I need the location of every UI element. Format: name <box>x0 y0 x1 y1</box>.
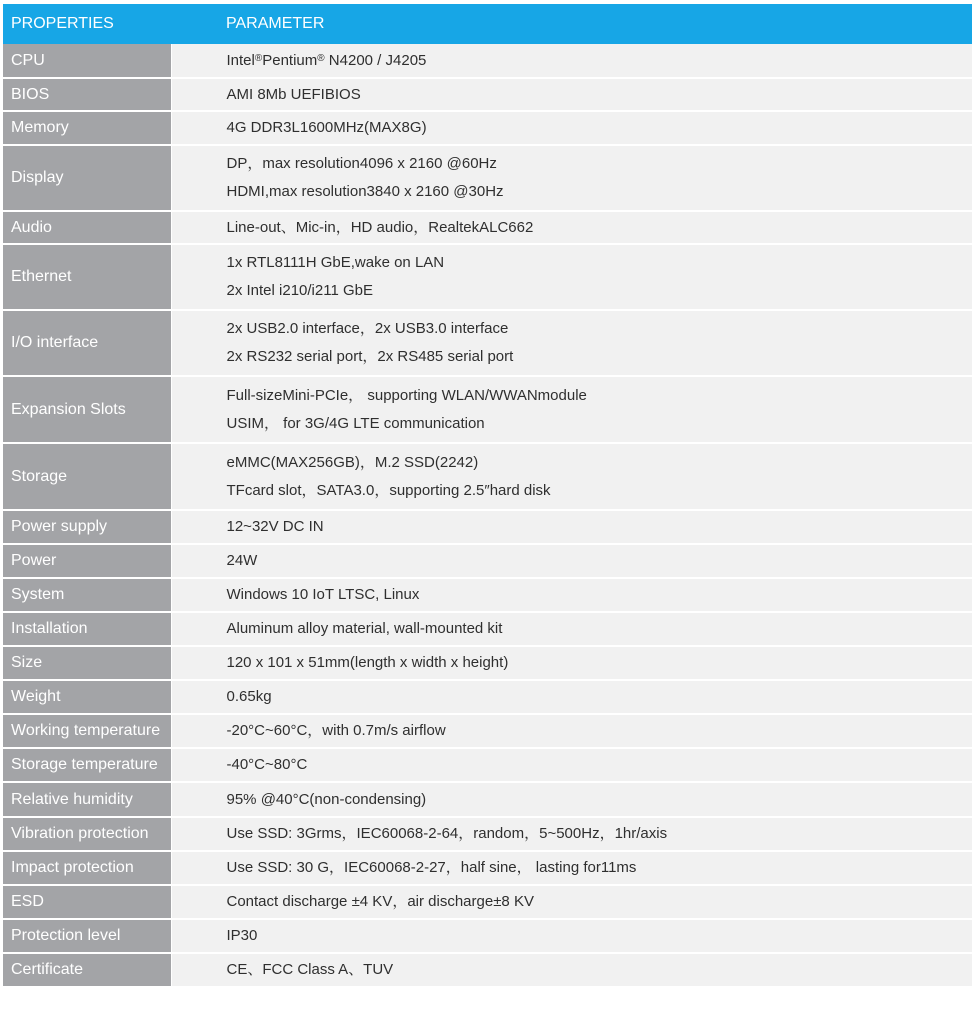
parameter-value <box>171 885 972 919</box>
table-row <box>3 111 972 145</box>
property-label: Ethernet <box>3 244 171 310</box>
property-label: Storage temperature <box>3 748 171 782</box>
parameter-value-line: eMMC(MAX256GB)，M.2 SSD(2242) <box>226 453 479 471</box>
property-label: Protection level <box>3 919 171 953</box>
parameter-value-line: AMI 8Mb UEFIBIOS <box>226 85 361 103</box>
table-row <box>3 443 972 510</box>
table-body <box>3 44 972 987</box>
property-label: Working temperature <box>3 714 171 748</box>
parameter-value-line: Aluminum alloy material, wall-mounted kit <box>226 620 503 637</box>
parameter-value <box>171 817 972 851</box>
parameter-value-line: CE、FCC Class A、TUV <box>226 961 394 978</box>
table-row <box>3 376 972 443</box>
parameter-value-line: Full-sizeMini-PCIe， supporting WLAN/WWANmodule <box>226 386 587 404</box>
parameter-value-line: -40°C~80°C <box>226 756 308 773</box>
parameter-value <box>171 544 972 578</box>
parameter-value-line: Use SSD: 3Grms，IEC60068-2-64，random，5~500Hz，1hr/axis <box>226 825 668 842</box>
property-label: CPU <box>3 44 171 78</box>
parameter-value <box>171 443 972 510</box>
parameter-value-line: 95% @40°C(non-condensing) <box>226 790 427 808</box>
parameter-value <box>171 211 972 244</box>
property-label: Installation <box>3 612 171 646</box>
table-row <box>3 78 972 111</box>
table-row <box>3 544 972 578</box>
parameter-value-line: Windows 10 IoT LTSC, Linux <box>226 586 420 603</box>
table-row <box>3 646 972 680</box>
table-row <box>3 714 972 748</box>
parameter-value-line: HDMI,max resolution3840 x 2160 @30Hz <box>226 183 504 200</box>
parameter-value <box>171 376 972 443</box>
parameter-value-line: 2x USB2.0 interface，2x USB3.0 interface <box>226 320 509 337</box>
property-label: Memory <box>3 111 171 145</box>
parameter-value-line: Use SSD: 30 G，IEC60068-2-27，half sine， lasting for11ms <box>226 859 637 876</box>
property-label: Vibration protection <box>3 817 171 851</box>
property-label: Storage <box>3 443 171 510</box>
parameter-value-line: 24W <box>226 552 258 569</box>
table-row <box>3 782 972 817</box>
parameter-value <box>171 612 972 646</box>
parameter-value-line: DP，max resolution4096 x 2160 @60Hz <box>226 155 497 172</box>
property-label: Display <box>3 145 171 211</box>
table-row <box>3 244 972 310</box>
property-label: Size <box>3 646 171 680</box>
parameter-value <box>171 919 972 953</box>
table-row <box>3 612 972 646</box>
parameter-value-line: TFcard slot，SATA3.0，supporting 2.5″hard disk <box>226 481 551 499</box>
table-row <box>3 885 972 919</box>
parameter-value-line: Line-out、Mic-in，HD audio，RealtekALC662 <box>226 218 534 236</box>
table-row <box>3 817 972 851</box>
parameter-value-line: Intel®Pentium® N4200 / J4205 <box>226 51 427 69</box>
table-header-row <box>3 4 972 44</box>
parameter-value-line: 1x RTL8111H GbE,wake on LAN <box>226 254 445 271</box>
property-label: Power supply <box>3 510 171 544</box>
parameter-value-line: -20°C~60°C，with 0.7m/s airflow <box>226 722 446 739</box>
parameter-value-line: IP30 <box>226 927 258 944</box>
table-row <box>3 953 972 987</box>
parameter-value <box>171 851 972 885</box>
property-label: ESD <box>3 885 171 919</box>
parameter-value-line: 0.65kg <box>226 688 272 705</box>
property-label: Power <box>3 544 171 578</box>
property-label: Certificate <box>3 953 171 987</box>
table-row <box>3 919 972 953</box>
parameter-value-line: Contact discharge ±4 KV，air discharge±8 KV <box>226 893 534 910</box>
parameter-value <box>171 578 972 612</box>
parameter-value-line: USIM， for 3G/4G LTE communication <box>226 414 485 432</box>
table-row <box>3 748 972 782</box>
property-label: BIOS <box>3 78 171 111</box>
parameter-value <box>171 953 972 987</box>
property-label: Audio <box>3 211 171 244</box>
table-row <box>3 44 972 78</box>
property-label: Impact protection <box>3 851 171 885</box>
parameter-value-line: 2x RS232 serial port，2x RS485 serial port <box>226 348 514 365</box>
parameter-value-line: 12~32V DC IN <box>226 518 324 535</box>
parameter-value <box>171 714 972 748</box>
table-row <box>3 310 972 376</box>
property-label: Weight <box>3 680 171 714</box>
parameter-value-line: 2x Intel i210/i211 GbE <box>226 282 373 299</box>
property-label: Relative humidity <box>3 782 171 817</box>
parameter-value <box>171 145 972 211</box>
parameter-value <box>171 510 972 544</box>
parameter-value-line: 120 x 101 x 51mm(length x width x height) <box>226 654 509 671</box>
parameter-value <box>171 111 972 145</box>
specifications-table <box>3 4 972 988</box>
properties-column-header: PROPERTIES <box>3 4 171 44</box>
parameter-value <box>171 244 972 310</box>
table-row <box>3 145 972 211</box>
table-row <box>3 211 972 244</box>
table-row <box>3 680 972 714</box>
table-row <box>3 510 972 544</box>
parameter-value <box>171 44 972 78</box>
property-label: System <box>3 578 171 612</box>
table-row <box>3 851 972 885</box>
property-label: Expansion Slots <box>3 376 171 443</box>
parameter-value <box>171 646 972 680</box>
table-row <box>3 578 972 612</box>
parameter-value-line: 4G DDR3L1600MHz(MAX8G) <box>226 119 427 136</box>
parameter-value <box>171 78 972 111</box>
parameter-column-header: PARAMETER <box>171 4 972 44</box>
parameter-value <box>171 782 972 817</box>
parameter-value <box>171 748 972 782</box>
parameter-value <box>171 680 972 714</box>
parameter-value <box>171 310 972 376</box>
property-label: I/O interface <box>3 310 171 376</box>
